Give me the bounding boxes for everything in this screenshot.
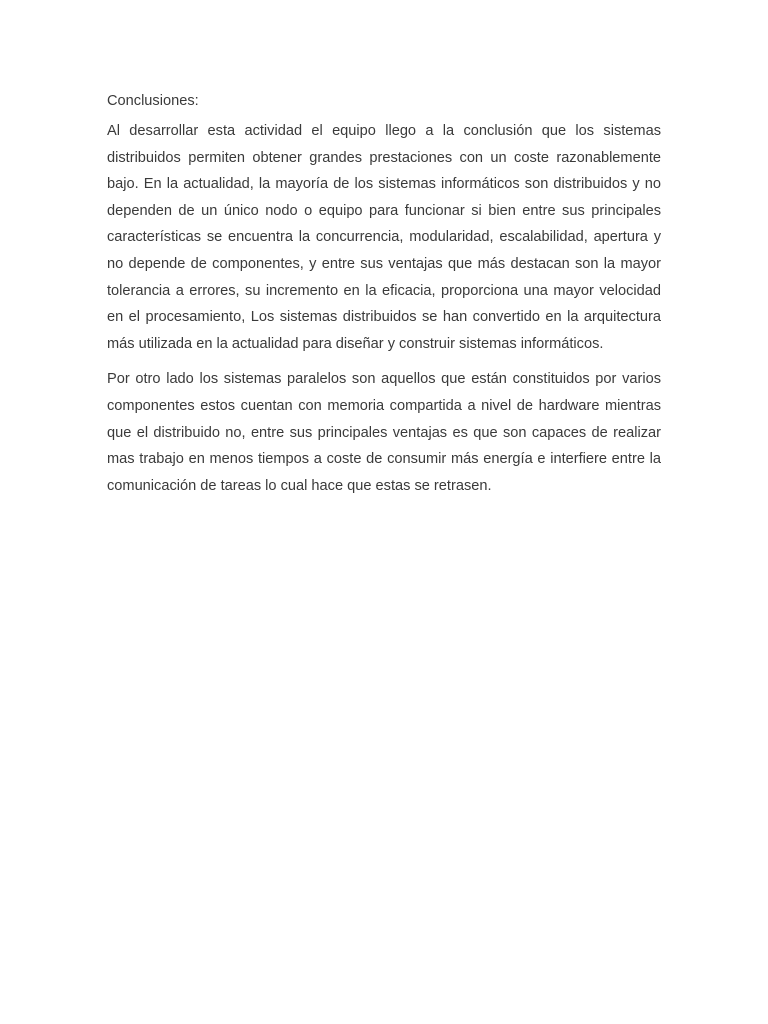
paragraph-parallel-systems: Por otro lado los sistemas paralelos son aquellos que están constituidos por varios componentes estos cuentan con memoria compartida a nivel de hardware mientras que el distribuido no, entre sus principales ventajas es que son capaces de realizar mas trabajo en menos tiempos a coste de consumir más energía e interfiere entre la comunicación de tareas lo cual hace que estas se retrasen. [107,371,661,494]
document-body [107,90,661,508]
section-heading: Conclusiones: [107,93,199,109]
paragraph-distributed-systems: Al desarrollar esta actividad el equipo llego a la conclusión que los sistemas distribuidos permiten obtener grandes prestaciones con un coste razonablemente bajo. En la actualidad, la mayoría de los sistemas informáticos son distribuidos y no dependen de un único nodo o equipo para funcionar si bien entre sus principales características se encuentra la concurrencia, modularidad, escalabilidad, apertura y no depende de componentes, y entre sus ventajas que más destacan son la mayor tolerancia a errores, su incremento en la eficacia, proporciona una mayor velocidad en el procesamiento, Los sistemas distribuidos se han convertido en la arquitectura más utilizada en la actualidad para diseñar y construir sistemas informáticos. [107,123,661,352]
